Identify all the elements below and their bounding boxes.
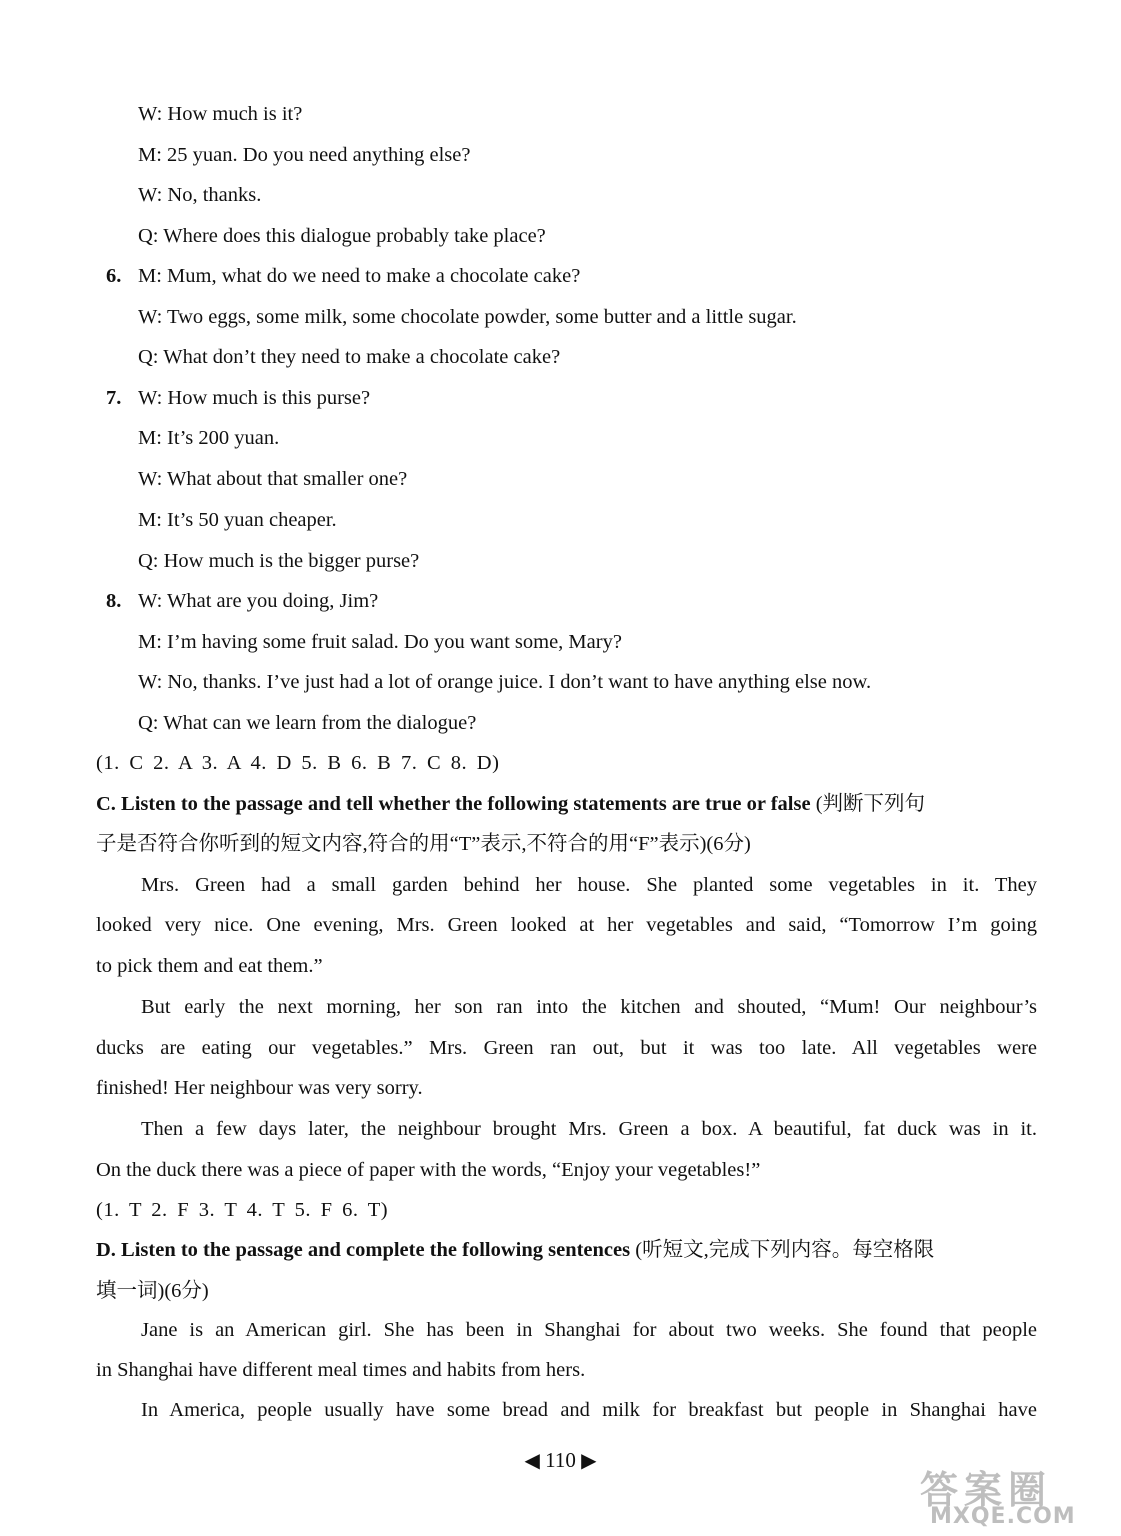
- item-number: 7.: [106, 387, 122, 409]
- passage-line: In America, people usually have some bread and milk for breakfast but people in Shanghai have: [141, 1399, 1037, 1421]
- dialogue-line: M: It’s 50 yuan cheaper.: [138, 509, 337, 531]
- passage-line: looked very nice. One evening, Mrs. Green looked at her vegetables and said, “Tomorrow I’m going: [96, 914, 1037, 936]
- passage-line: On the duck there was a piece of paper with the words, “Enjoy your vegetables!”: [96, 1159, 761, 1181]
- dialogue-line: M: I’m having some fruit salad. Do you want some, Mary?: [138, 631, 622, 653]
- dialogue-line: W: Two eggs, some milk, some chocolate powder, some butter and a little sugar.: [138, 306, 797, 328]
- dialogue-line: W: No, thanks.: [138, 184, 262, 206]
- passage-line: Then a few days later, the neighbour brought Mrs. Green a box. A beautiful, fat duck was in it.: [141, 1118, 1037, 1140]
- section-c-heading: [0, 790, 1121, 818]
- passage-line: But early the next morning, her son ran into the kitchen and shouted, “Mum! Our neighbour’s: [141, 996, 1037, 1018]
- passage-line: finished! Her neighbour was very sorry.: [96, 1077, 423, 1099]
- page-number: 110: [545, 1448, 576, 1472]
- dialogue-line: M: It’s 200 yuan.: [138, 427, 280, 449]
- section-instruction: (听短文,完成下列内容。每空格限: [635, 1239, 935, 1261]
- section-title: C. Listen to the passage and tell whether the following statements are true or false: [96, 793, 811, 815]
- dialogue-line: M: Mum, what do we need to make a chocolate cake?: [138, 265, 581, 287]
- watermark-logo: [920, 1470, 1110, 1530]
- dialogue-line: W: How much is this purse?: [138, 387, 371, 409]
- passage-line: ducks are eating our vegetables.” Mrs. Green ran out, but it was too late. All vegetables were: [96, 1037, 1037, 1059]
- dialogue-line: Q: What don’t they need to make a chocolate cake?: [138, 346, 561, 368]
- watermark-url: MXQE.COM: [930, 1504, 1076, 1529]
- dialogue-line: W: No, thanks. I’ve just had a lot of orange juice. I don’t want to have anything else now.: [138, 671, 872, 693]
- watermark-text: 答案圈: [920, 1468, 1053, 1512]
- passage-line: Mrs. Green had a small garden behind her house. She planted some vegetables in it. They: [141, 874, 1037, 896]
- section-d-heading: [0, 1236, 1121, 1264]
- dialogue-line: W: What about that smaller one?: [138, 468, 408, 490]
- dialogue-line: W: How much is it?: [138, 103, 303, 125]
- passage-line: Jane is an American girl. She has been in Shanghai for about two weeks. She found that people: [141, 1319, 1037, 1341]
- dialogue-line: Q: What can we learn from the dialogue?: [138, 712, 477, 734]
- section-instruction: (判断下列句: [815, 793, 926, 815]
- section-instruction: 子是否符合你听到的短文内容,符合的用“T”表示,不符合的用“F”表示)(6分): [96, 833, 751, 855]
- dialogue-line: M: 25 yuan. Do you need anything else?: [138, 144, 471, 166]
- answer-key: (1. T 2. F 3. T 4. T 5. F 6. T): [96, 1199, 389, 1221]
- triangle-right-icon: ▶: [581, 1450, 597, 1472]
- section-title: D. Listen to the passage and complete the following sentences: [96, 1239, 631, 1261]
- answer-key: (1. C 2. A 3. A 4. D 5. B 6. B 7. C 8. D): [96, 752, 500, 774]
- passage-line: to pick them and eat them.”: [96, 955, 323, 977]
- section-instruction: 填一词)(6分): [96, 1280, 209, 1302]
- passage-line: in Shanghai have different meal times and habits from hers.: [96, 1359, 586, 1381]
- dialogue-line: Q: Where does this dialogue probably take place?: [138, 225, 546, 247]
- triangle-left-icon: ◀: [524, 1450, 540, 1472]
- item-number: 6.: [106, 265, 122, 287]
- dialogue-line: Q: How much is the bigger purse?: [138, 550, 420, 572]
- item-number: 8.: [106, 590, 122, 612]
- dialogue-line: W: What are you doing, Jim?: [138, 590, 379, 612]
